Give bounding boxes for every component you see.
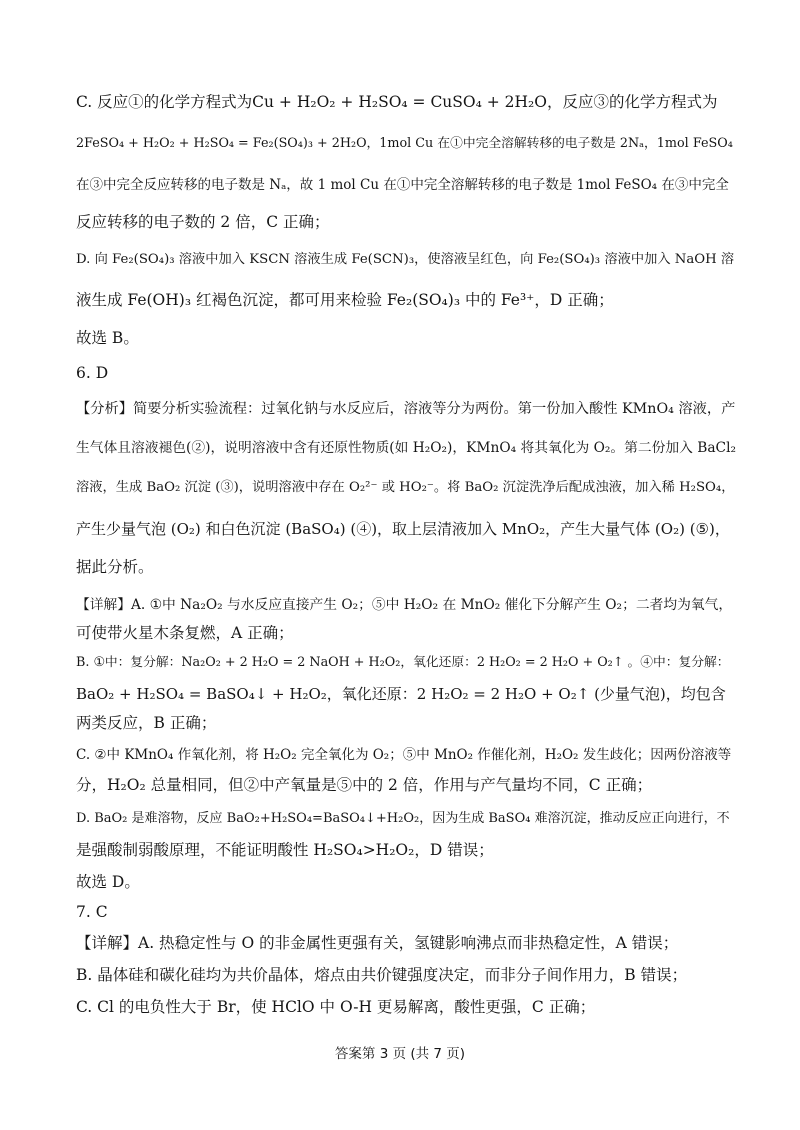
page-footer: 答案第 3 页 (共 7 页) <box>334 1046 466 1062</box>
text-line: B. 晶体硅和碳化硅均为共价晶体，熔点由共价键强度决定，而非分子间作用力，B 错误； <box>76 966 688 984</box>
text-line: 故选 D。 <box>76 873 140 891</box>
text-line: B. ①中：复分解：Na₂O₂ + 2 H₂O = 2 NaOH + H₂O₂，氧化还原：2 H₂O₂ = 2 H₂O + O₂↑ 。④中：复分解： <box>76 655 730 670</box>
text-line: C. 反应①的化学方程式为Cu + H₂O₂ + H₂SO₄ = CuSO₄ + 2H₂O，反应③的化学方程式为 <box>76 93 718 111</box>
text-line: C. ②中 KMnO₄ 作氧化剂，将 H₂O₂ 完全氧化为 O₂；⑤中 MnO₂ 作催化剂，H₂O₂ 发生歧化；因两份溶液等 <box>76 747 732 763</box>
question-number: 7. C <box>76 903 108 921</box>
text-line: 溶液，生成 BaO₂ 沉淀 (③)，说明溶液中存在 O₂²⁻ 或 HO₂⁻。将 BaO₂ 沉淀洗净后配成浊液，加入稀 H₂SO₄， <box>76 480 735 495</box>
text-line: 【详解】A. ①中 Na₂O₂ 与水反应直接产生 O₂；⑤中 H₂O₂ 在 MnO₂ 催化下分解产生 O₂；二者均为氧气， <box>76 597 733 613</box>
text-line: D. BaO₂ 是难溶物，反应 BaO₂+H₂SO₄=BaSO₄↓+H₂O₂，因为生成 BaSO₄ 难溶沉淀，推动反应正向进行，不 <box>76 811 730 826</box>
text-line: 【详解】A. 热稳定性与 O 的非金属性更强有关，氢键影响沸点而非热稳定性，A 错误； <box>76 934 679 952</box>
text-line: 是强酸制弱酸原理，不能证明酸性 H₂SO₄>H₂O₂，D 错误； <box>76 841 494 859</box>
text-line: 产生少量气泡 (O₂) 和白色沉淀 (BaSO₄) (④)，取上层清液加入 MnO₂，产生大量气体 (O₂) (⑤)， <box>76 520 730 538</box>
text-line: 生气体且溶液褪色(②)，说明溶液中含有还原性物质(如 H₂O₂)，KMnO₄ 将其氧化为 O₂。第二份加入 BaCl₂ <box>76 440 736 456</box>
text-line: 液生成 Fe(OH)₃ 红褐色沉淀，都可用来检验 Fe₂(SO₄)₃ 中的 Fe³⁺，D 正确； <box>76 291 614 309</box>
text-line: BaO₂ + H₂SO₄ = BaSO₄↓ + H₂O₂，氧化还原：2 H₂O₂ = 2 H₂O + O₂↑ (少量气泡)，均包含 <box>76 685 726 703</box>
text-line: 在③中完全反应转移的电子数是 Nₐ，故 1 mol Cu 在①中完全溶解转移的电子数是 1mol FeSO₄ 在③中完全 <box>76 177 729 193</box>
text-line: 【分析】简要分析实验流程：过氧化钠与水反应后，溶液等分为两份。第一份加入酸性 KMnO₄ 溶液，产 <box>76 401 736 417</box>
text-line: 故选 B。 <box>76 329 139 347</box>
text-line: D. 向 Fe₂(SO₄)₃ 溶液中加入 KSCN 溶液生成 Fe(SCN)₃，使溶液呈红色，向 Fe₂(SO₄)₃ 溶液中加入 NaOH 溶 <box>76 252 735 267</box>
text-line: 分，H₂O₂ 总量相同，但②中产氧量是⑤中的 2 倍，作用与产气量均不同，C 正确； <box>76 776 653 794</box>
text-line: 两类反应，B 正确； <box>76 714 217 732</box>
text-line: 2FeSO₄ + H₂O₂ + H₂SO₄ = Fe₂(SO₄)₃ + 2H₂O，1mol Cu 在①中完全溶解转移的电子数是 2Nₐ，1mol FeSO₄ <box>76 136 733 151</box>
text-line: 反应转移的电子数的 2 倍，C 正确； <box>76 213 330 231</box>
text-line: C. Cl 的电负性大于 Br，使 HClO 中 O-H 更易解离，酸性更强，C 正确； <box>76 998 596 1016</box>
question-number: 6. D <box>76 364 109 382</box>
text-line: 可使带火星木条复燃，A 正确； <box>76 624 294 642</box>
text-line: 据此分析。 <box>76 558 154 576</box>
